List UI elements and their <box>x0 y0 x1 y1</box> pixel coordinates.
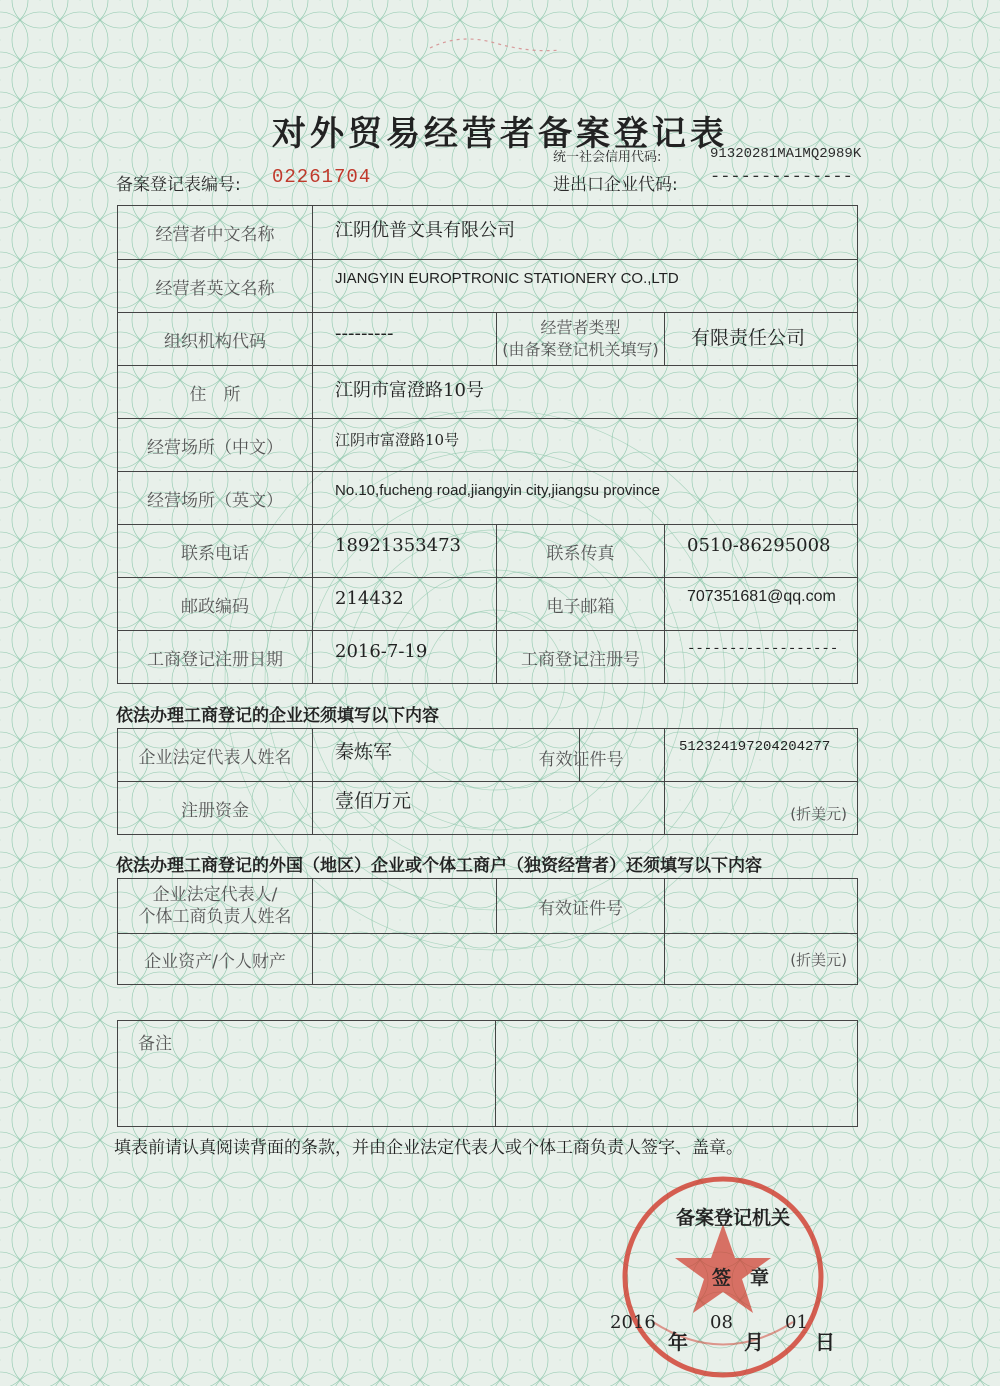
footer-note: 填表前请认真阅读背面的条款，并由企业法定代表人或个体工商负责人签字、盖章。 <box>114 1138 743 1158</box>
capital-value: 壹佰万元 <box>313 782 665 835</box>
faint-stamp-mark <box>420 28 570 68</box>
table-row <box>118 729 858 782</box>
id-number-label-text: 有效证件号 <box>538 750 624 770</box>
table-row <box>118 1021 858 1127</box>
address-label: 住 所 <box>118 366 313 419</box>
place-cn-label: 经营场所（中文） <box>118 419 313 472</box>
chinese-name-label: 经营者中文名称 <box>118 206 313 260</box>
date-day-unit: 日 <box>815 1330 835 1354</box>
table-row <box>118 631 858 684</box>
enterprise-table <box>117 728 858 835</box>
legal-rep-value: 秦炼军 <box>313 729 580 782</box>
place-en-value: No.10,fucheng road,jiangyin city,jiangsu province <box>313 472 858 525</box>
phone-value: 18921353473 <box>313 525 497 578</box>
remarks-table <box>117 1020 858 1127</box>
email-value: 707351681@qq.com <box>665 578 858 631</box>
legal-rep-label: 企业法定代表人姓名 <box>118 729 313 782</box>
table-row <box>118 313 858 366</box>
fax-value: 0510-86295008 <box>665 525 858 578</box>
rep-value <box>313 879 497 934</box>
email-label: 电子邮箱 <box>497 578 665 631</box>
reg-date-value: 2016-7-19 <box>313 631 497 684</box>
date-day: 01 <box>785 1312 808 1333</box>
registration-table <box>117 205 858 684</box>
rep-label-line1: 企业法定代表人/ <box>152 885 278 905</box>
table-row <box>118 782 858 835</box>
reg-number-value: ------------------ <box>665 631 858 684</box>
table-row <box>118 525 858 578</box>
table-row <box>118 366 858 419</box>
place-en-label: 经营场所（英文） <box>118 472 313 525</box>
credit-code-value: 91320281MA1MQ2989K <box>710 146 862 162</box>
postcode-label: 邮政编码 <box>118 578 313 631</box>
date-year-unit: 年 <box>668 1330 688 1354</box>
authority-label: 备案登记机关 <box>676 1207 791 1229</box>
remarks-label: 备注 <box>118 1021 496 1127</box>
table-row <box>118 472 858 525</box>
operator-type-label <box>497 313 665 366</box>
id-number-value: 512324197204204277 <box>665 729 858 782</box>
operator-type-value: 有限责任公司 <box>665 313 858 366</box>
document-title: 对外贸易经营者备案登记表 <box>272 114 728 154</box>
date-month-unit: 月 <box>744 1330 764 1354</box>
seal-label: 签 章 <box>712 1267 770 1289</box>
reg-date-label: 工商登记注册日期 <box>118 631 313 684</box>
phone-label: 联系电话 <box>118 525 313 578</box>
assets-label: 企业资产/个人财产 <box>118 934 313 985</box>
foreign-id-value <box>665 879 858 934</box>
remarks-value <box>496 1021 858 1127</box>
credit-code-label: 统一社会信用代码: <box>553 150 662 165</box>
capital-label: 注册资金 <box>118 782 313 835</box>
import-export-code-value: -------------- <box>710 168 853 187</box>
form-number-value: 02261704 <box>272 166 372 188</box>
reg-number-label: 工商登记注册号 <box>497 631 665 684</box>
import-export-code-label: 进出口企业代码: <box>553 175 678 195</box>
table-row <box>118 578 858 631</box>
table-row <box>118 879 858 934</box>
address-value: 江阴市富澄路10号 <box>313 366 858 419</box>
form-number-label: 备案登记表编号: <box>116 175 241 195</box>
date-month: 08 <box>710 1312 733 1333</box>
operator-type-label-line1: 经营者类型 <box>540 318 621 337</box>
postcode-value: 214432 <box>313 578 497 631</box>
fax-label: 联系传真 <box>497 525 665 578</box>
chinese-name-value: 江阴优普文具有限公司 <box>313 206 858 260</box>
date-year: 2016 <box>610 1312 656 1333</box>
table-row <box>118 206 858 260</box>
place-cn-value: 江阴市富澄路10号 <box>313 419 858 472</box>
assets-usd-note: (折美元) <box>665 934 858 985</box>
foreign-enterprise-table <box>117 878 858 985</box>
english-name-value: JIANGYIN EUROPTRONIC STATIONERY CO.,LTD <box>313 260 858 313</box>
foreign-id-label: 有效证件号 <box>497 879 665 934</box>
table-row <box>118 419 858 472</box>
operator-type-label-line2: (由备案登记机关填写) <box>502 340 659 359</box>
english-name-label: 经营者英文名称 <box>118 260 313 313</box>
rep-label <box>118 879 313 934</box>
capital-usd-note: (折美元) <box>665 782 858 835</box>
section1-heading: 依法办理工商登记的企业还须填写以下内容 <box>116 706 439 726</box>
rep-label-line2: 个体工商负责人姓名 <box>138 907 292 927</box>
assets-value <box>313 934 665 985</box>
org-code-label: 组织机构代码 <box>118 313 313 366</box>
section2-heading: 依法办理工商登记的外国（地区）企业或个体工商户（独资经营者）还须填写以下内容 <box>116 856 762 876</box>
table-row <box>118 260 858 313</box>
org-code-value: --------- <box>313 313 497 366</box>
table-row <box>118 934 858 985</box>
